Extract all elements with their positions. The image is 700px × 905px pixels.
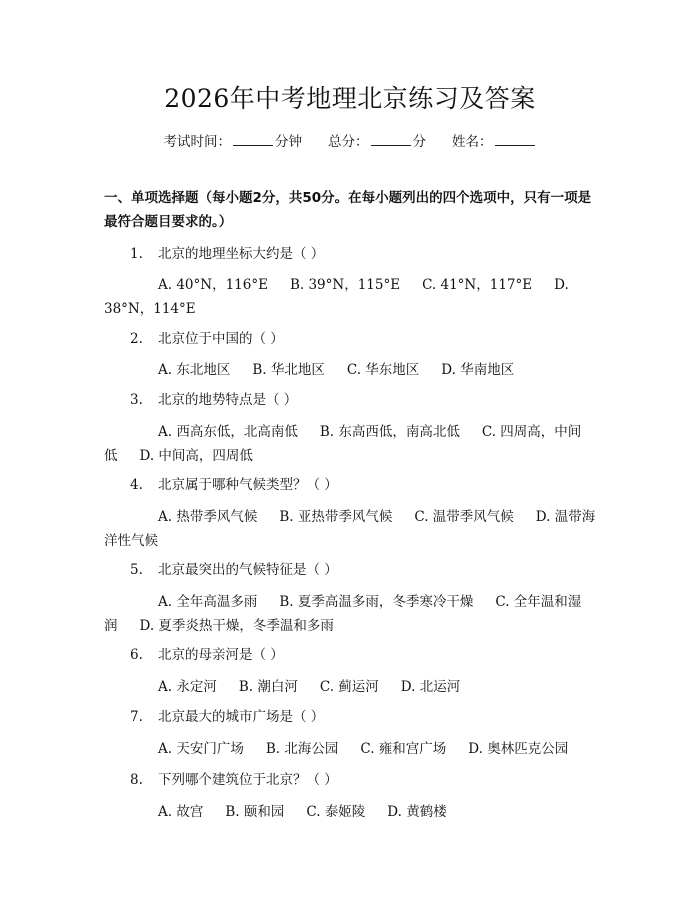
option-c: C. 41°N，117°E	[422, 277, 533, 293]
time-blank	[233, 131, 273, 146]
option-c: C. 全年温和湿润	[104, 594, 582, 634]
score-blank	[371, 131, 411, 146]
question-number: 7.	[130, 709, 143, 725]
exam-meta-line	[0, 131, 700, 152]
option-d: D. 中间高，四周低	[139, 448, 253, 464]
question-2	[130, 329, 284, 349]
question-text: 北京最大的城市广场是（ ）	[158, 709, 325, 725]
option-b: B. 夏季高温多雨，冬季寒冷干燥	[279, 594, 474, 610]
question-5-options	[104, 590, 600, 638]
question-1	[130, 244, 324, 264]
question-5	[130, 560, 338, 580]
question-8	[130, 770, 338, 790]
name-label: 姓名：	[452, 134, 493, 150]
question-7	[130, 707, 324, 727]
page-title: 2026年中考地理北京练习及答案	[164, 84, 536, 113]
question-8-options	[104, 800, 600, 824]
question-7-options	[104, 737, 600, 761]
option-c: C. 华东地区	[346, 362, 420, 378]
question-text: 北京的地势特点是（ ）	[158, 392, 298, 408]
option-a: A. 西高东低，北高南低	[158, 424, 298, 440]
option-d: D. 温带海洋性气候	[104, 509, 596, 549]
score-unit: 分	[412, 134, 426, 150]
option-b: B. 华北地区	[252, 362, 325, 378]
option-a: A. 天安门广场	[158, 741, 244, 757]
question-6	[130, 645, 284, 665]
question-4-options	[104, 505, 600, 553]
option-a: A. 东北地区	[158, 362, 231, 378]
question-number: 4.	[130, 477, 143, 493]
option-b: B. 北海公园	[265, 741, 339, 757]
option-c: C. 蓟运河	[319, 679, 379, 695]
option-c: C. 雍和宫广场	[360, 741, 447, 757]
question-6-options	[104, 675, 600, 699]
question-number: 6.	[130, 647, 143, 663]
question-number: 2.	[130, 331, 143, 347]
option-a: A. 永定河	[158, 679, 217, 695]
section-heading: 一、单项选择题（每小题2分，共50分。在每小题列出的四个选项中，只有一项是最符合题目要求的。）	[104, 190, 592, 230]
option-d: D. 华南地区	[441, 362, 515, 378]
question-number: 8.	[130, 772, 143, 788]
option-b: B. 亚热带季风气候	[279, 509, 393, 525]
option-a: A. 40°N，116°E	[158, 277, 268, 293]
question-4	[130, 475, 338, 495]
question-text: 北京位于中国的（ ）	[158, 331, 284, 347]
option-d: D. 38°N，114°E	[104, 277, 569, 317]
question-text: 下列哪个建筑位于北京？（ ）	[158, 772, 338, 788]
option-d: D. 北运河	[400, 679, 461, 695]
time-unit: 分钟	[275, 134, 302, 150]
question-text: 北京属于哪种气候类型？（ ）	[158, 477, 338, 493]
question-2-options	[104, 358, 600, 382]
score-label: 总分：	[328, 134, 369, 150]
option-d: D. 黄鹤楼	[387, 804, 447, 820]
option-a: A. 故宫	[158, 804, 204, 820]
question-3	[130, 390, 297, 410]
question-number: 1.	[130, 246, 143, 262]
question-text: 北京的母亲河是（ ）	[158, 647, 284, 663]
option-a: A. 全年高温多雨	[158, 594, 258, 610]
question-3-options	[104, 420, 600, 468]
option-b: B. 潮白河	[238, 679, 298, 695]
question-text: 北京最突出的气候特征是（ ）	[158, 562, 338, 578]
option-d: D. 奥林匹克公园	[468, 741, 569, 757]
name-blank	[495, 131, 535, 146]
option-b: B. 39°N，115°E	[289, 277, 401, 293]
question-text: 北京的地理坐标大约是（ ）	[158, 246, 325, 262]
option-c: C. 泰姬陵	[306, 804, 366, 820]
option-d: D. 夏季炎热干燥，冬季温和多雨	[139, 618, 334, 634]
time-label: 考试时间：	[163, 134, 231, 150]
option-c: C. 温带季风气候	[414, 509, 514, 525]
option-b: B. 东高西低，南高北低	[319, 424, 460, 440]
question-number: 3.	[130, 392, 143, 408]
question-number: 5.	[130, 562, 143, 578]
question-1-options	[104, 273, 600, 321]
option-a: A. 热带季风气候	[158, 509, 258, 525]
option-b: B. 颐和园	[225, 804, 285, 820]
option-c: C. 四周高，中间低	[104, 424, 582, 464]
